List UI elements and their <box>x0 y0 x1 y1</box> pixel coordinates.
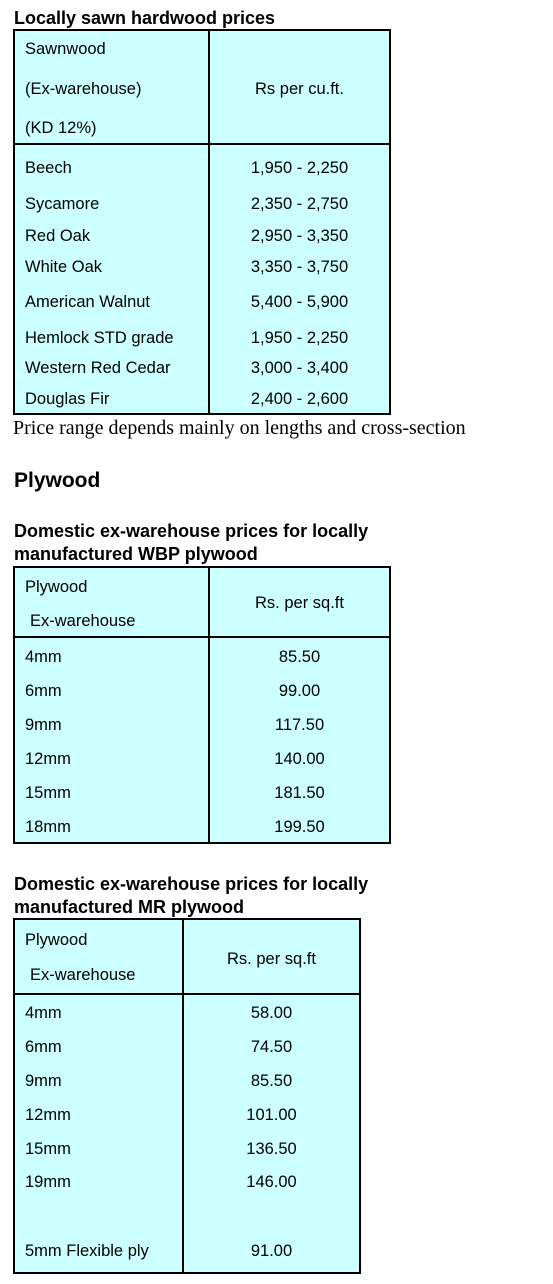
row-species: Douglas Fir <box>25 390 110 408</box>
header-type-line1: Plywood <box>25 931 88 949</box>
row-size: 6mm <box>25 682 62 700</box>
header-type-line1: Plywood <box>25 578 88 596</box>
header-divider <box>15 993 359 995</box>
row-price: 117.50 <box>274 716 325 734</box>
row-price: 101.00 <box>246 1106 297 1124</box>
price-range-note: Price range depends mainly on lengths and cross-section <box>13 417 466 439</box>
header-species-line3: (KD 12%) <box>25 119 97 137</box>
header-species-line1: Sawnwood <box>25 40 106 58</box>
header-species-line2: (Ex-warehouse) <box>25 80 142 98</box>
column-divider <box>182 920 184 1272</box>
row-price: 136.50 <box>246 1140 297 1158</box>
row-price: 140.00 <box>274 750 325 768</box>
row-size: 5mm Flexible ply <box>25 1242 149 1260</box>
header-divider <box>15 636 389 638</box>
row-species: Hemlock STD grade <box>25 329 174 347</box>
row-size: 4mm <box>25 648 62 666</box>
row-size: 15mm <box>25 784 71 802</box>
row-size: 6mm <box>25 1038 62 1056</box>
row-price: 58.00 <box>250 1004 293 1022</box>
header-price: Rs per cu.ft. <box>255 80 344 98</box>
wbp-title-line1: Domestic ex-warehouse prices for locally <box>14 521 369 541</box>
mr-title-line1: Domestic ex-warehouse prices for locally <box>14 874 369 894</box>
row-price: 1,950 - 2,250 <box>250 329 349 347</box>
header-type-line2: Ex-warehouse <box>30 612 136 630</box>
wbp-title-line2: manufactured WBP plywood <box>14 544 258 564</box>
row-price: 2,400 - 2,600 <box>250 390 349 408</box>
wbp-price-table <box>13 566 391 844</box>
row-price: 2,350 - 2,750 <box>250 195 349 213</box>
sawn-price-table <box>13 29 391 415</box>
row-price: 2,950 - 3,350 <box>250 227 349 245</box>
row-size: 12mm <box>25 1106 71 1124</box>
row-species: Red Oak <box>25 227 91 245</box>
row-size: 9mm <box>25 716 62 734</box>
mr-title-line2: manufactured MR plywood <box>14 897 245 917</box>
sawn-title: Locally sawn hardwood prices <box>14 8 276 28</box>
mr-price-table <box>13 918 361 1274</box>
row-price: 85.50 <box>278 648 321 666</box>
row-price: 3,350 - 3,750 <box>250 258 349 276</box>
row-price: 146.00 <box>246 1173 297 1191</box>
header-type-line2: Ex-warehouse <box>30 966 136 984</box>
row-species: American Walnut <box>25 293 151 311</box>
row-price: 85.50 <box>250 1072 293 1090</box>
row-price: 74.50 <box>250 1038 293 1056</box>
row-size: 19mm <box>25 1173 71 1191</box>
row-price: 91.00 <box>250 1242 293 1260</box>
header-divider <box>15 143 389 145</box>
row-size: 18mm <box>25 818 71 836</box>
header-price: Rs. per sq.ft <box>227 950 316 968</box>
row-size: 15mm <box>25 1140 71 1158</box>
header-price: Rs. per sq.ft <box>255 594 344 612</box>
row-species: Sycamore <box>25 195 100 213</box>
row-species: Western Red Cedar <box>25 359 171 377</box>
row-species: Beech <box>25 159 72 177</box>
row-size: 4mm <box>25 1004 62 1022</box>
row-size: 9mm <box>25 1072 62 1090</box>
row-price: 181.50 <box>274 784 325 802</box>
row-price: 199.50 <box>274 818 325 836</box>
row-price: 5,400 - 5,900 <box>250 293 349 311</box>
row-species: White Oak <box>25 258 103 276</box>
row-price: 3,000 - 3,400 <box>250 359 349 377</box>
plywood-heading: Plywood <box>14 469 101 492</box>
row-price: 1,950 - 2,250 <box>250 159 349 177</box>
row-size: 12mm <box>25 750 71 768</box>
row-price: 99.00 <box>278 682 321 700</box>
